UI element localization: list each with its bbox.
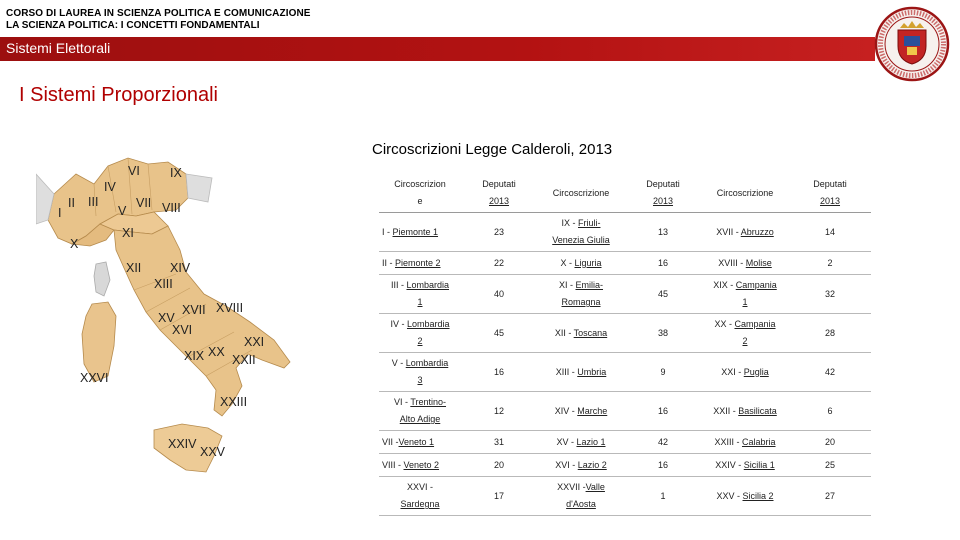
circ-link[interactable]: Trentino- [410,397,447,407]
circoscrizioni-table [379,174,871,516]
circ-link[interactable]: Puglia [743,366,769,377]
circ-link[interactable]: Valle [585,482,605,492]
deputati-cell: 45 [625,275,701,314]
circ-cell: X - Liguria [537,252,625,275]
circ-cell: VII -Veneto 1 [379,431,461,454]
circ-link[interactable]: Sardegna [400,499,440,509]
course-title-line2: LA SCIENZA POLITICA: I CONCETTI FONDAMENTALI [6,20,260,31]
map-label: XXIV [168,437,197,451]
deputati-cell: 17 [461,477,537,516]
deputati-cell: 40 [461,275,537,314]
map-label: IX [170,166,182,180]
map-label: XXVI [80,371,109,385]
table-row [379,252,871,275]
circ-cell: VI - Trentino- Alto Adige [379,392,461,431]
circ-link[interactable]: Lazio 1 [576,436,606,447]
col-header-deputati-2: Deputati 2013 [625,174,701,213]
map-label: XIII [154,277,173,291]
circ-link[interactable]: d'Aosta [566,499,596,509]
circ-link[interactable]: Sicilia 1 [743,459,775,470]
circ-link[interactable]: Liguria [574,257,602,268]
circ-cell: XI - Emilia- Romagna [537,275,625,314]
table-row [379,353,871,392]
circ-link[interactable]: 3 [417,375,423,385]
circ-cell: XXII - Basilicata [701,392,789,431]
circ-link[interactable]: Lombardia [405,358,449,368]
map-label: XVI [172,323,193,337]
circ-cell: IV - Lombardia 2 [379,314,461,353]
table-row [379,275,871,314]
deputati-cell: 16 [625,392,701,431]
circ-link[interactable]: Emilia- [575,280,604,290]
circ-link[interactable]: Calabria [741,436,776,447]
circ-link[interactable]: 1 [742,297,748,307]
circ-cell: XXVI - Sardegna [379,477,461,516]
circ-link[interactable]: Marche [577,405,608,416]
circ-link[interactable]: Piemonte 1 [392,226,439,237]
deputati-cell: 42 [625,431,701,454]
col-header-deputati-3: Deputati 2013 [789,174,871,213]
circ-link[interactable]: Romagna [561,297,601,307]
circ-link[interactable]: Umbria [577,366,607,377]
circ-cell: XII - Toscana [537,314,625,353]
circ-cell: XVII - Abruzzo [701,213,789,252]
table-title: Circoscrizioni Legge Calderoli, 2013 [372,141,613,158]
circ-cell: XXIII - Calabria [701,431,789,454]
map-label: XVII [182,303,206,317]
map-label: XXII [232,353,256,367]
map-label: III [88,195,99,209]
deputati-cell: 31 [461,431,537,454]
deputati-cell: 38 [625,314,701,353]
table-row [379,213,871,252]
circ-cell: IX - Friuli- Venezia Giulia [537,213,625,252]
circ-link[interactable]: Campania [735,280,777,290]
circ-link[interactable]: Lombardia [406,280,450,290]
map-label: XXI [244,335,265,349]
circ-cell: V - Lombardia 3 [379,353,461,392]
deputati-cell: 2 [789,252,871,275]
map-label: XXV [200,445,226,459]
circ-cell: III - Lombardia 1 [379,275,461,314]
map-label: XIX [184,349,205,363]
map-label: X [70,237,79,251]
deputati-cell: 23 [461,213,537,252]
circ-cell: XVIII - Molise [701,252,789,275]
map-label: XV [158,311,175,325]
deputati-cell: 22 [461,252,537,275]
deputati-cell: 14 [789,213,871,252]
table-row [379,431,871,454]
page-title: I Sistemi Proporzionali [19,84,218,106]
col-header-circoscrizione-1: Circoscrizion e [379,174,461,213]
circ-cell: XIII - Umbria [537,353,625,392]
deputati-cell: 16 [625,454,701,477]
circ-cell: XIX - Campania 1 [701,275,789,314]
map-label: I [58,206,62,220]
circ-link[interactable]: Lazio 2 [577,459,607,470]
circ-link[interactable]: Veneto 1 [398,436,435,447]
circ-cell: XXI - Puglia [701,353,789,392]
table-row [379,392,871,431]
table-row [379,454,871,477]
map-label: VIII [162,201,181,215]
map-label: XIV [170,261,191,275]
map-label: V [118,204,127,218]
circ-cell: XXV - Sicilia 2 [701,477,789,516]
course-title-line1: CORSO DI LAUREA IN SCIENZA POLITICA E COMUNICAZIONE [6,8,311,19]
deputati-cell: 42 [789,353,871,392]
deputati-cell: 25 [789,454,871,477]
map-label: XXIII [220,395,248,409]
deputati-cell: 16 [461,353,537,392]
circ-cell: XXVII -Valle d'Aosta [537,477,625,516]
table-header-row [379,174,871,213]
banner-title: Sistemi Elettorali [6,40,111,56]
map-label: XI [122,226,134,240]
map-label: XII [126,261,142,275]
map-label: IV [104,180,116,194]
circ-cell: XVI - Lazio 2 [537,454,625,477]
circ-cell: VIII - Veneto 2 [379,454,461,477]
deputati-cell: 13 [625,213,701,252]
deputati-cell: 32 [789,275,871,314]
circ-link[interactable]: Abruzzo [740,226,774,237]
table-row [379,314,871,353]
deputati-cell: 9 [625,353,701,392]
circ-link[interactable]: Venezia Giulia [552,235,610,245]
map-label: II [68,196,75,210]
circ-link[interactable]: Friuli- [578,218,601,228]
deputati-cell: 12 [461,392,537,431]
deputati-cell: 45 [461,314,537,353]
circ-link[interactable]: Lombardia [406,319,450,329]
col-header-circoscrizione-3: Circoscrizione [701,174,789,213]
col-header-circoscrizione-2: Circoscrizione [537,174,625,213]
circ-link[interactable]: Sicilia 2 [742,490,774,501]
circ-link[interactable]: Alto Adige [399,414,441,424]
italy-circoscrizioni-map [36,154,308,514]
deputati-cell: 20 [461,454,537,477]
deputati-cell: 28 [789,314,871,353]
circ-cell: XX - Campania 2 [701,314,789,353]
table-row [379,477,871,516]
deputati-cell: 1 [625,477,701,516]
circ-cell: XIV - Marche [537,392,625,431]
circ-link[interactable]: 2 [417,336,423,346]
circ-link[interactable]: Toscana [573,327,608,338]
circ-cell: I - Piemonte 1 [379,213,461,252]
circ-link[interactable]: Molise [745,257,772,268]
circ-link[interactable]: Campania [734,319,776,329]
map-label: XX [208,345,225,359]
map-label: VII [136,196,152,210]
university-seal-logo [874,6,950,82]
circ-link[interactable]: Basilicata [738,405,777,416]
map-label: XVIII [216,301,244,315]
map-label: VI [128,164,140,178]
section-banner [0,37,875,61]
deputati-cell: 20 [789,431,871,454]
circ-cell: XXIV - Sicilia 1 [701,454,789,477]
circ-link[interactable]: Veneto 2 [403,459,440,470]
circ-cell: II - Piemonte 2 [379,252,461,275]
circ-link[interactable]: 1 [417,297,423,307]
deputati-cell: 6 [789,392,871,431]
circ-cell: XV - Lazio 1 [537,431,625,454]
col-header-deputati-1: Deputati 2013 [461,174,537,213]
deputati-cell: 27 [789,477,871,516]
circ-link[interactable]: 2 [742,336,748,346]
deputati-cell: 16 [625,252,701,275]
circ-link[interactable]: Piemonte 2 [395,257,441,268]
